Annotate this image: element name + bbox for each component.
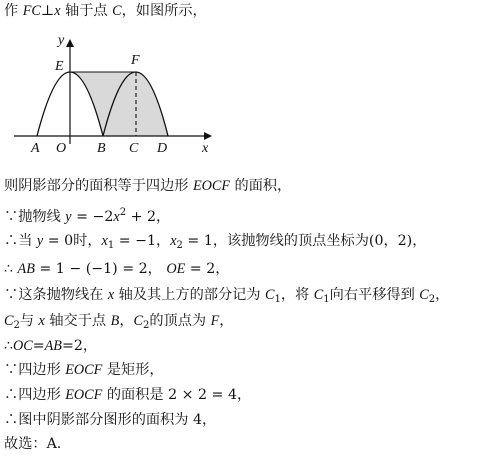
var-y: y: [65, 209, 72, 225]
text-segment: ∴图中阴影部分图形的面积为 4，: [4, 412, 217, 428]
curve-c: C: [419, 287, 429, 303]
curve-c: C: [265, 287, 275, 303]
text-segment: ，如图所示，: [121, 3, 207, 19]
text-line-6: [4, 285, 449, 310]
quadrilateral-eocf: EOCF: [65, 387, 103, 403]
label-d: D: [157, 141, 168, 156]
text-segment: ，: [435, 287, 450, 303]
curve-c: C: [313, 287, 324, 303]
text-segment: 的面积，: [230, 178, 292, 194]
var-x: x: [54, 3, 61, 19]
text-line-11: [4, 410, 216, 430]
text-segment: 则阴影部分的面积等于四边形: [4, 178, 193, 194]
subscript: 2: [176, 240, 183, 251]
point-b: B: [110, 313, 120, 329]
var-x: x: [101, 233, 108, 249]
text-segment: = −1，: [114, 233, 171, 249]
parabola-figure: [0, 0, 494, 160]
text-line-7: [4, 311, 234, 336]
subscript: 2: [142, 320, 150, 331]
subscript: 1: [274, 294, 281, 305]
text-line-3: [4, 203, 170, 227]
text-segment: 是矩形，: [102, 362, 164, 378]
var-x: x: [113, 209, 120, 225]
point-f: F: [210, 313, 220, 329]
text-segment: 的顶点为: [149, 313, 211, 329]
quadrilateral-eocf: EOCF: [65, 362, 103, 378]
text-segment: ∵抛物线: [4, 209, 66, 225]
label-x: x: [202, 141, 209, 156]
quadrilateral-eocf: EOCF: [192, 178, 230, 194]
text-segment: ，: [219, 313, 234, 329]
text-segment: ∴: [4, 338, 14, 354]
text-segment: 向右平移得到: [329, 287, 420, 303]
subscript: 2: [428, 294, 436, 305]
text-line-4: [4, 231, 426, 256]
text-segment: ∴四边形: [4, 387, 66, 403]
label-c: C: [129, 141, 139, 156]
text-segment: 的面积是 2 × 2 = 4，: [102, 387, 252, 403]
text-segment: + 2，: [126, 209, 171, 225]
curve-c: C: [4, 313, 14, 329]
text-segment: = 1，该抛物线的顶点坐标为(0，2)，: [182, 233, 427, 249]
text-line-5: [4, 259, 229, 279]
text-line-2: [4, 176, 291, 196]
text-segment: ∵这条抛物线在: [4, 287, 108, 303]
label-b: B: [97, 141, 106, 156]
subscript: 1: [107, 240, 115, 251]
text-segment: =: [32, 338, 45, 354]
text-segment: = −2: [71, 209, 114, 225]
text-segment: =2，: [61, 338, 98, 354]
text-segment: ∵四边形: [4, 362, 66, 378]
text-segment: 轴于点: [60, 3, 113, 19]
text-segment: ，: [119, 313, 134, 329]
text-segment: 轴及其上方的部分记为: [114, 287, 266, 303]
perpendicular-symbol: ⊥: [40, 3, 55, 19]
text-line-12: [4, 434, 61, 454]
exponent: 2: [119, 207, 127, 218]
text-segment: ∴当: [4, 233, 37, 249]
segment-oe: OE: [166, 261, 186, 277]
curve-c: C: [133, 313, 143, 329]
shaded-region: [70, 72, 168, 136]
var-y: y: [36, 233, 44, 249]
text-segment: 与: [19, 313, 39, 329]
text-segment: 作: [4, 3, 23, 19]
label-o: O: [56, 141, 67, 156]
subscript: 1: [323, 294, 330, 305]
subscript: 2: [13, 320, 20, 331]
segment-fc: FC: [22, 3, 41, 19]
text-segment: = 2，: [185, 261, 230, 277]
text-line-9: [4, 360, 164, 380]
answer-text: 故选：A.: [4, 436, 62, 452]
var-x: x: [170, 233, 177, 249]
segment-ab: AB: [17, 261, 35, 277]
text-segment: = 1 − (−1) = 2，: [34, 261, 167, 277]
text-segment: 轴交于点: [44, 313, 111, 329]
label-a: A: [31, 141, 40, 156]
point-c: C: [112, 3, 122, 19]
label-y: y: [58, 33, 65, 48]
text-segment: ，将: [280, 287, 314, 303]
text-line-10: [4, 385, 251, 405]
text-segment: = 0时，: [43, 233, 102, 249]
segment-oc: OC: [13, 338, 33, 354]
text-segment: ∴: [4, 261, 18, 277]
var-x: x: [38, 313, 45, 329]
var-x: x: [107, 287, 115, 303]
segment-ab: AB: [44, 338, 62, 354]
text-line-8: [4, 336, 97, 356]
label-e: E: [55, 59, 64, 74]
label-f: F: [131, 53, 140, 68]
